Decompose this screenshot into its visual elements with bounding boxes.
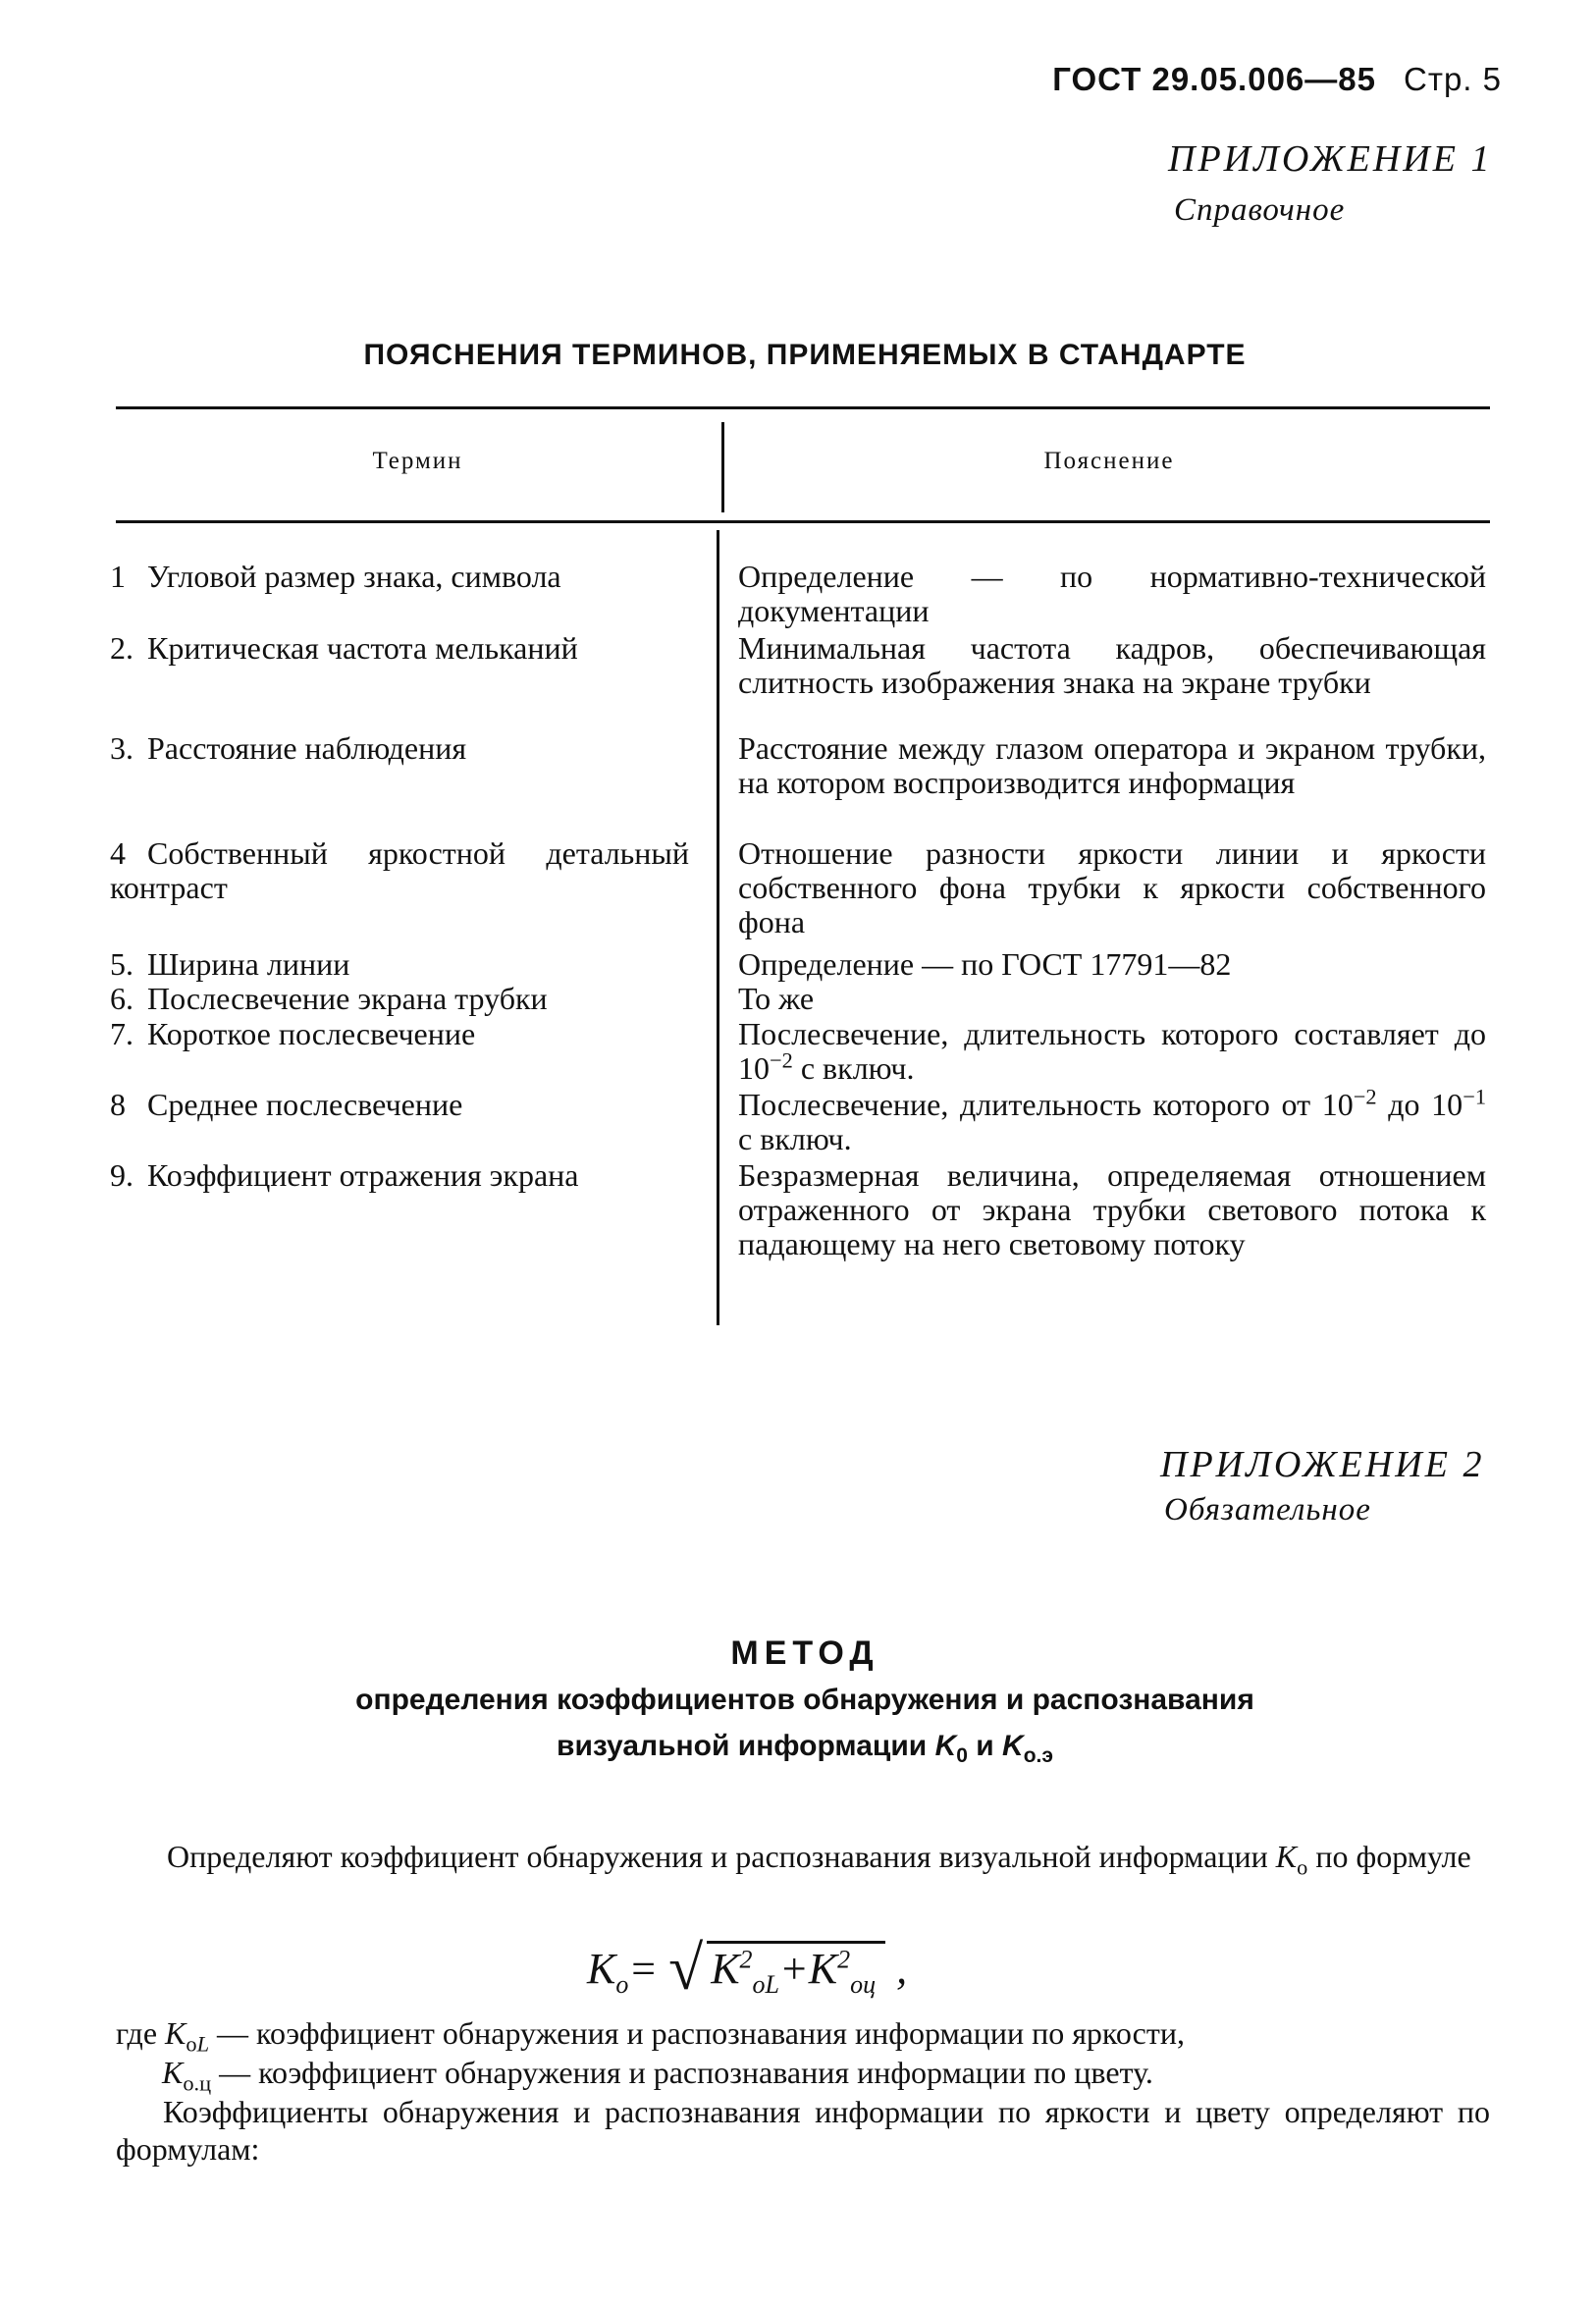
table-row-explanation: Минимальная частота кадров, обеспечивающая слитность изображения знака на экране трубки [738, 630, 1486, 700]
table-row-explanation: Расстояние между глазом оператора и экраном трубки, на котором воспроизводится информация [738, 730, 1486, 800]
table-row-explanation: Послесвечение, длительность которого составляет до $10^{-2}$ с включ. [738, 1016, 1486, 1086]
table-row-term [110, 1017, 689, 1051]
table-row-term [110, 947, 689, 982]
page-number: Стр. 5 [1404, 61, 1502, 97]
term-text: Среднее послесвечение [147, 1087, 463, 1122]
where-koc: $K_{о.ц}$ — коэффициент обнаружения и распознавания информации по цвету. [162, 2055, 1153, 2096]
appendix-1-subtitle: Справочное [1174, 192, 1346, 228]
table-row-explanation: Отношение разности яркости линии и яркости собственного фона трубки к яркости собственного фона [738, 835, 1486, 939]
method-heading-line-3: визуальной информации $K_0$ и $K_{о.э}$ [557, 1730, 1053, 1767]
table-row-term [110, 982, 689, 1016]
table-body-divider [717, 530, 719, 1325]
term-text: Собственный яркостной детальный контраст [110, 835, 689, 905]
row-number: 6. [110, 981, 133, 1016]
page-header [1001, 61, 1502, 98]
column-header-term: Термин [372, 448, 463, 474]
term-text: Ширина линии [147, 946, 350, 982]
table-row-term [110, 836, 689, 905]
column-header-explanation: Пояснение [1043, 448, 1175, 474]
table-row-term [110, 1088, 689, 1122]
appendix-2-title: ПРИЛОЖЕНИЕ 2 [1160, 1444, 1485, 1485]
row-number: 2. [110, 630, 133, 666]
table-row-explanation: Безразмерная величина, определяемая отношением отраженного от экрана трубки светового потока к падающему на него световому потоку [738, 1157, 1486, 1261]
term-text: Коэффициент отражения экрана [147, 1157, 579, 1193]
where-kol: где $K_{оL}$ — коэффициент обнаружения и распознавания информации по яркости, [116, 2015, 1185, 2057]
term-text: Критическая частота мельканий [147, 630, 578, 666]
row-number: 8 [110, 1087, 126, 1122]
standard-code: ГОСТ 29.05.006—85 [1052, 61, 1376, 97]
term-text: Короткое послесвечение [147, 1016, 476, 1051]
row-number: 1 [110, 559, 126, 594]
paragraph-formulas: Коэффициенты обнаружения и распознавания информации по яркости и цвету определяют по формулам: [116, 2094, 1490, 2167]
paragraph-intro: Определяют коэффициент обнаружения и распознавания визуальной информации $K_о$ по формуле [167, 1839, 1471, 1880]
table-row-term [110, 1158, 689, 1193]
table-head-divider [721, 422, 724, 512]
table-head-rule [116, 520, 1490, 523]
table-row-explanation: Определение — по нормативно-технической документации [738, 559, 1486, 628]
method-heading-line-2: определения коэффициентов обнаружения и распознавания [355, 1684, 1254, 1716]
table-row-explanation: То же [738, 981, 815, 1016]
table-row-term [110, 631, 689, 666]
method-heading: МЕТОД [730, 1634, 879, 1672]
appendix-1-title: ПРИЛОЖЕНИЕ 1 [1168, 138, 1493, 180]
term-text: Угловой размер знака, символа [147, 559, 561, 594]
row-number: 7. [110, 1016, 133, 1051]
table-row-explanation: Определение — по ГОСТ 17791—82 [738, 946, 1232, 982]
term-text: Послесвечение экрана трубки [147, 981, 548, 1016]
row-number: 4 [110, 835, 126, 871]
row-number: 9. [110, 1157, 133, 1193]
row-number: 5. [110, 946, 133, 982]
term-text: Расстояние наблюдения [147, 730, 467, 766]
row-number: 3. [110, 730, 133, 766]
table-top-rule [116, 406, 1490, 409]
appendix-1-heading: ПОЯСНЕНИЯ ТЕРМИНОВ, ПРИМЕНЯЕМЫХ В СТАНДАРТЕ [363, 339, 1247, 371]
formula-k0: $K_о=$ √ $K^2_{оL}+K^2_{оц}$ , [587, 1933, 908, 2003]
appendix-2-subtitle: Обязательное [1164, 1492, 1371, 1527]
table-row-explanation: Послесвечение, длительность которого от $10^{-2}$ до $10^{-1}$ с включ. [738, 1084, 1487, 1156]
table-row-term [110, 560, 689, 594]
table-row-term [110, 731, 689, 766]
